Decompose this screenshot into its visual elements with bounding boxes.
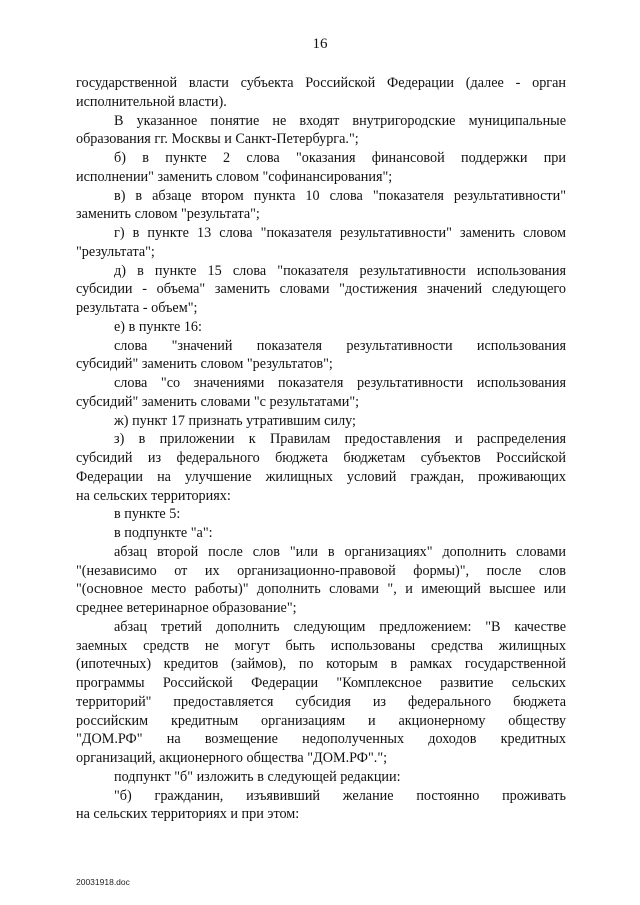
- text-line: "результата";: [76, 243, 155, 260]
- text-line: Федерации на улучшение жилищных условий граждан, проживающих: [76, 468, 566, 485]
- text-line: государственной власти субъекта Российской Федерации (далее - орган: [76, 75, 566, 91]
- text-line: образования гг. Москвы и Санкт-Петербурга.";: [76, 131, 359, 148]
- document-body: [76, 74, 566, 824]
- text-line: (ипотечных) кредитов (займов), по которым в рамках государственной: [76, 656, 566, 673]
- text-line: "б) гражданин, изъявивший желание постоянно проживать: [114, 787, 566, 804]
- file-name-footer: 20031918.doc: [76, 877, 130, 887]
- text-line: в подпункте "а":: [114, 525, 213, 541]
- text-line: субсидий" заменить словом "результатов";: [76, 356, 333, 373]
- text-line: результата - объем";: [76, 300, 198, 316]
- text-line: слова "со значениями показателя результативности использования: [114, 375, 566, 391]
- text-line: среднее ветеринарное образование";: [76, 600, 297, 616]
- text-line: д) в пункте 15 слова "показателя результативности использования: [114, 262, 566, 279]
- text-line: в) в абзаце втором пункта 10 слова "показателя результативности": [114, 187, 566, 204]
- text-line: программы Российской Федерации "Комплексное развитие сельских: [76, 675, 566, 691]
- text-line: исполнительной власти).: [76, 93, 227, 110]
- text-line: абзац второй после слов "или в организациях" дополнить словами: [114, 543, 566, 560]
- text-line: на сельских территориях:: [76, 487, 231, 504]
- text-line: исполнении" заменить словом "софинансирования";: [76, 168, 393, 185]
- text-line: "ДОМ.РФ" на возмещение недополученных доходов кредитных: [76, 731, 566, 748]
- text-line: ж) пункт 17 признать утратившим силу;: [114, 412, 357, 429]
- text-line: субсидии - объема" заменить словами "достижения значений следующего: [76, 281, 566, 298]
- text-line: субсидий из федерального бюджета бюджетам субъектов Российской: [76, 450, 566, 466]
- page-number: 16: [312, 36, 328, 52]
- text-line: субсидий" заменить словами "с результатами";: [76, 393, 360, 410]
- text-line: "(независимо от их организационно-правовой формы)", после слов: [76, 562, 566, 579]
- text-line: подпункт "б" изложить в следующей редакции:: [114, 768, 401, 785]
- text-line: на сельских территориях и при этом:: [76, 806, 300, 823]
- text-line: з) в приложении к Правилам предоставления и распределения: [114, 431, 566, 448]
- text-line: абзац третий дополнить следующим предложением: "В качестве: [114, 618, 566, 635]
- text-line: "(основное место работы)" дополнить словами ", и имеющий высшее или: [76, 581, 566, 598]
- text-line: заменить словом "результата";: [76, 206, 260, 223]
- text-line: б) в пункте 2 слова "оказания финансовой поддержки при: [114, 150, 566, 166]
- text-line: г) в пункте 13 слова "показателя результативности" заменить словом: [114, 225, 566, 241]
- text-line: слова "значений показателя результативности использования: [114, 337, 566, 354]
- text-line: заемных средств не могут быть использованы средства жилищных: [76, 637, 566, 654]
- text-line: российским кредитным организациям и акционерному обществу: [76, 712, 566, 729]
- text-line: в пункте 5:: [114, 506, 181, 523]
- text-line: В указанное понятие не входят внутригородские муниципальные: [114, 112, 566, 129]
- text-line: е) в пункте 16:: [114, 318, 202, 335]
- text-line: организаций, акционерного общества "ДОМ.РФ".";: [76, 750, 388, 766]
- text-line: территорий" предоставляется субсидия из федерального бюджета: [76, 693, 566, 710]
